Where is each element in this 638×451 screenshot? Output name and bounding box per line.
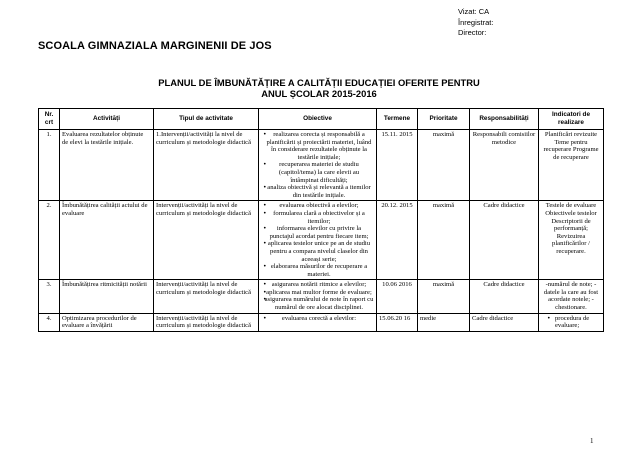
- objective-item: • formularea clară a obiectivelor și a itemilor;: [261, 210, 374, 225]
- row-responsabil: Cadre didactice: [470, 280, 539, 313]
- row-activitate: Optimizarea procedurilor de evaluare a învățării: [60, 313, 154, 331]
- row-prioritate: maximă: [418, 201, 470, 280]
- col-obiective: Obiective: [259, 109, 377, 130]
- objective-item: • recuperarea materiei de studiu (capitol/tema) la care elevii au întâmpinat dificultăți;: [261, 161, 374, 184]
- table-row: [39, 313, 604, 331]
- col-indicatori: Indicatori de realizare: [539, 109, 604, 130]
- objective-item: • asigurarea notării ritmice a elevilor;: [261, 281, 374, 289]
- objective-item: • evaluarea corectă a elevilor:: [261, 315, 374, 323]
- title-line-2: ANUL ȘCOLAR 2015-2016: [261, 88, 377, 99]
- row-termen: 10.06 2016: [377, 280, 418, 313]
- approval-block: [458, 7, 493, 39]
- objective-item: • evaluarea obiectivă a elevilor;: [261, 202, 374, 210]
- row-responsabil: Cadre didactice: [470, 201, 539, 280]
- objective-item: • aplicarea testelor unice pe an de studiu pentru a compara nivelul claselor din aceeași serie;: [261, 240, 374, 263]
- objective-item: • realizarea corecta și responsabilă a planificării și proiectării materiei, luând în considerare rezultatele obținute la testările inițiale;: [261, 131, 374, 161]
- col-responsabilitati: Responsabilități: [470, 109, 539, 130]
- table-row: [39, 201, 604, 280]
- col-tip: Tipul de activitate: [154, 109, 259, 130]
- improvement-plan-table: [38, 108, 604, 332]
- row-nr: 2.: [39, 201, 60, 280]
- objective-item: • aplicarea mai multor forme de evaluare;: [261, 289, 374, 297]
- registered-line: Înregistrat:: [458, 17, 494, 27]
- col-termene: Termene: [377, 109, 418, 130]
- row-activitate: Evaluarea rezultatelor obținute de elevi la testările inițiale.: [60, 130, 154, 201]
- page-number: 1: [590, 437, 594, 445]
- row-obiective: [259, 280, 377, 313]
- row-nr: 3.: [39, 280, 60, 313]
- objective-item: • analiza obiectivă și relevantă a itemilor din testările inițiale.: [261, 184, 374, 199]
- row-tip: 1.Intervenții/activități la nivel de curriculum și metodologie didactică: [154, 130, 259, 201]
- row-responsabil: Cadre didactice: [470, 313, 539, 331]
- row-prioritate: maximă: [418, 130, 470, 201]
- table-row: [39, 280, 604, 313]
- row-tip: Intervenții/activități la nivel de curriculum și metodologie didactică: [154, 280, 259, 313]
- row-indicatori: Testele de evaluare Obiectivele testelor Descriptorii de performanță; Revizuirea planificărilor / recuperare.: [539, 201, 604, 280]
- objective-item: • informarea elevilor cu privire la punctajul acordat pentru fiecare item;: [261, 225, 374, 240]
- school-name: SCOALA GIMNAZIALA MARGINENII DE JOS: [38, 40, 272, 52]
- row-termen: 15.11. 2015: [377, 130, 418, 201]
- row-activitate: Îmbunătățirea ritmicității notării: [60, 280, 154, 313]
- document-title: [0, 77, 638, 99]
- row-termen: 15.06.20 16: [377, 313, 418, 331]
- row-prioritate: medie: [418, 313, 470, 331]
- row-obiective: [259, 313, 377, 331]
- director-line: Director:: [458, 28, 487, 37]
- row-obiective: [259, 130, 377, 201]
- row-nr: 1.: [39, 130, 60, 201]
- indicator-item: • procedura de evaluare;: [541, 315, 601, 330]
- objective-item: • elaborarea măsurilor de recuperare a materiei.: [261, 263, 374, 278]
- table-row: [39, 130, 604, 201]
- row-tip: Intervenții/activități la nivel de curriculum și metodologie didactică: [154, 201, 259, 280]
- title-line-1: PLANUL DE ÎMBUNĂTĂȚIRE A CALITĂȚII EDUCAȚIEI OFERITE PENTRU: [158, 77, 480, 88]
- col-prioritate: Prioritate: [418, 109, 470, 130]
- row-indicatori: [539, 313, 604, 331]
- row-prioritate: maximă: [418, 280, 470, 313]
- row-tip: Intervenții/activități la nivel de curriculum și metodologie didactică: [154, 313, 259, 331]
- row-obiective: [259, 201, 377, 280]
- row-responsabil: Responsabili comisiilor metodice: [470, 130, 539, 201]
- row-indicatori: -numărul de note; -datele la care au fost acordate notele; -chestionare.: [539, 280, 604, 313]
- row-activitate: Îmbunătățirea calității actului de evaluare: [60, 201, 154, 280]
- row-nr: 4.: [39, 313, 60, 331]
- vizat-line: Vizat: CA: [458, 7, 490, 16]
- table-header-row: [39, 109, 604, 130]
- row-indicatori: Planificări revizuite Teme pentru recuperare Programe de recuperare: [539, 130, 604, 201]
- objective-item: • asigurarea numărului de note în raport cu numărul de ore alocat disciplinei.: [261, 296, 374, 311]
- row-termen: 20.12. 2015: [377, 201, 418, 280]
- col-activitati: Activități: [60, 109, 154, 130]
- col-nr: Nr. crt: [39, 109, 60, 130]
